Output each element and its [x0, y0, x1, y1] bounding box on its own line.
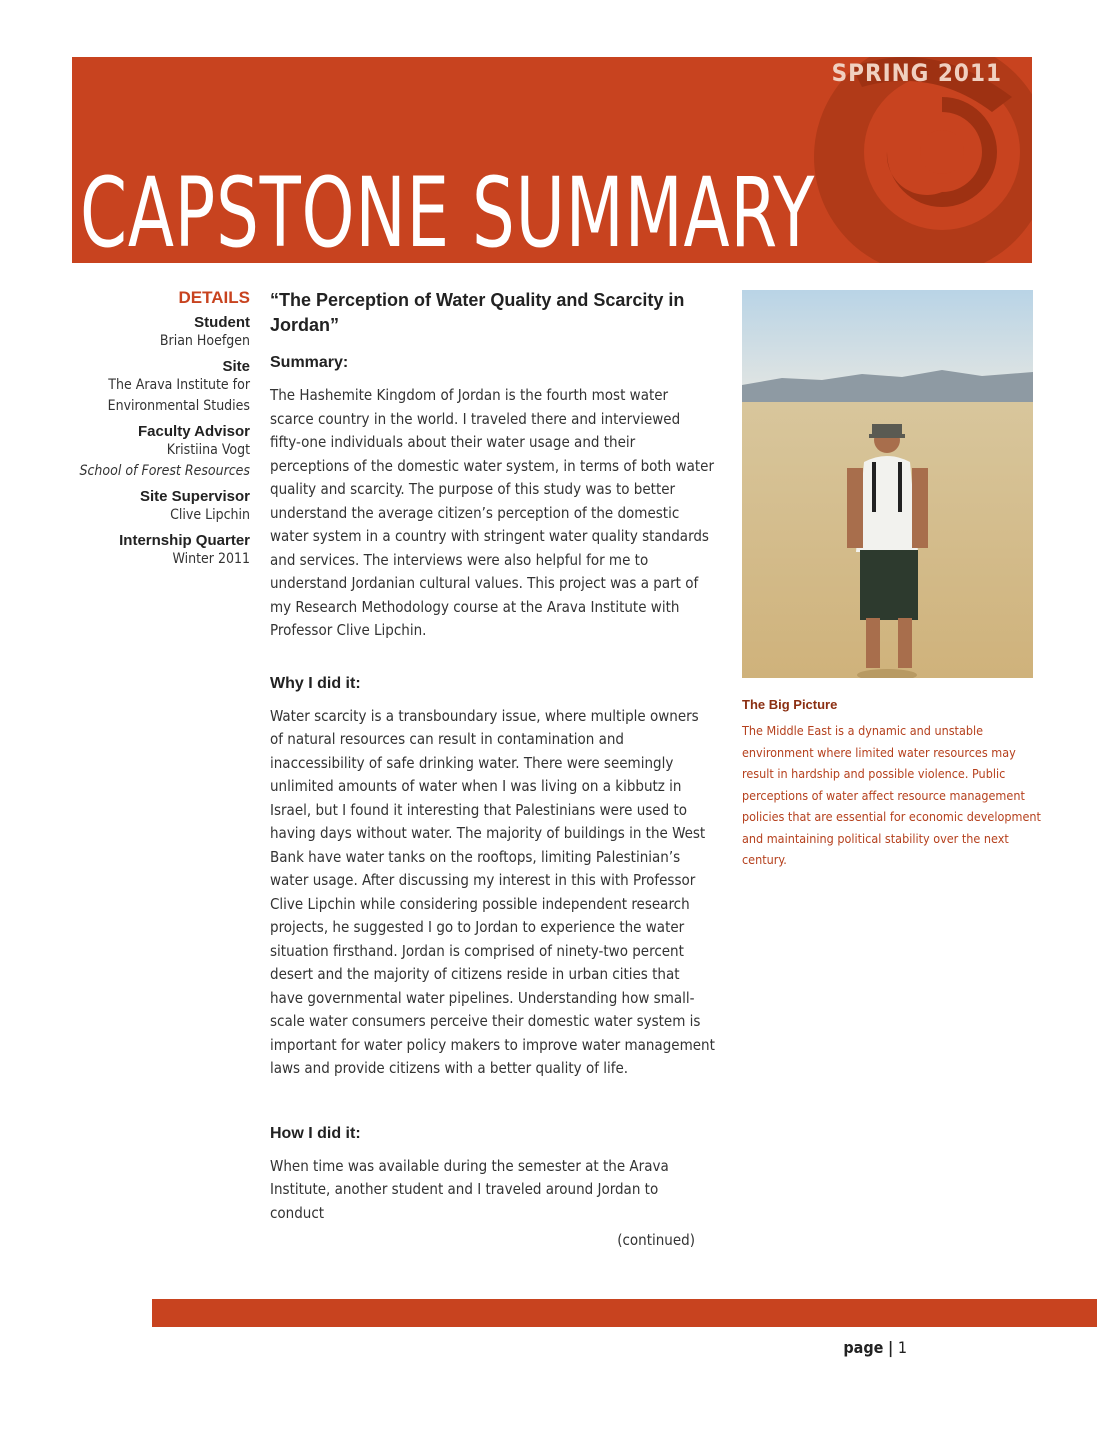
continued-note: (continued)	[617, 1231, 695, 1249]
how-heading: How I did it:	[270, 1124, 361, 1142]
site-value-line1: The Arava Institute for	[108, 377, 250, 393]
desert-photo	[742, 290, 1033, 678]
site-label: Site	[222, 358, 250, 375]
page-separator: |	[888, 1338, 894, 1357]
page-number-label	[843, 1338, 907, 1357]
swirl-logo-icon	[792, 57, 1032, 263]
why-heading: Why I did it:	[270, 674, 361, 692]
main-column	[270, 288, 715, 1249]
caption-title: The Big Picture	[742, 697, 838, 712]
advisor-value: Kristiina Vogt	[166, 442, 250, 458]
details-sidebar	[60, 288, 250, 570]
why-paragraph: Water scarcity is a transboundary issue, where multiple owners of natural resources can result in contamination and inaccessibility of safe drinking water. There were seemingly unlimited amounts of water when I was living on a kibbutz in Israel, but I found it interesting that Palestinians were used to having days without water. The majority of buildings in the West Bank have water tanks on the rooftops, limiting Palestinian’s water usage. After discussing my interest in this with Professor Clive Lipchin while considering possible independent research projects, he suggested I go to Jordan to experience the water situation firsthand. Jordan is comprised of ninety-two percent desert and the majority of citizens reside in urban cities that have governmental water pipelines. Understanding how small-scale water consumers perceive their domestic water system is important for water policy makers to improve water management laws and provide citizens with a better quality of life.	[270, 706, 715, 1077]
page-title: CAPSTONE SUMMARY	[80, 157, 816, 269]
supervisor-value: Clive Lipchin	[170, 507, 250, 523]
page-label: page	[843, 1338, 884, 1357]
summary-paragraph: The Hashemite Kingdom of Jordan is the fourth most water scarce country in the world. I traveled there and interviewed fifty-one individuals about their water usage and their perceptions of the domestic water system, in terms of both water quality and scarcity. The purpose of this study was to better understand the average citizen’s perception of the domestic water system in a country with stringent water quality standards and services. The interviews were also helpful for me to understand Jordanian cultural values. This project was a part of my Research Methodology course at the Arava Institute with Professor Clive Lipchin.	[270, 386, 715, 639]
season-label: SPRING 2011	[831, 59, 1002, 87]
student-label: Student	[194, 314, 250, 331]
supervisor-label: Site Supervisor	[139, 488, 250, 505]
advisor-label: Faculty Advisor	[138, 423, 250, 440]
footer-bar	[152, 1299, 1097, 1327]
site-value-line2: Environmental Studies	[107, 398, 250, 414]
student-value: Brian Hoefgen	[159, 333, 250, 349]
caption-text: The Middle East is a dynamic and unstable environment where limited water resources may result in hardship and possible violence. Public perceptions of water affect resource management policies that are essential for economic development and maintaining political stability over the next century.	[742, 723, 1041, 867]
how-paragraph: When time was available during the semester at the Arava Institute, another student and I traveled around Jordan to conduct	[270, 1156, 669, 1222]
quarter-label: Internship Quarter	[119, 532, 250, 549]
project-title: “The Perception of Water Quality and Scarcity in Jordan”	[270, 290, 685, 335]
photo-caption	[742, 697, 1042, 871]
advisor-school: School of Forest Resources	[79, 463, 250, 479]
summary-heading: Summary:	[270, 354, 349, 371]
page-number: 1	[897, 1338, 907, 1357]
details-heading: DETAILS	[178, 288, 250, 307]
quarter-value: Winter 2011	[172, 551, 250, 567]
